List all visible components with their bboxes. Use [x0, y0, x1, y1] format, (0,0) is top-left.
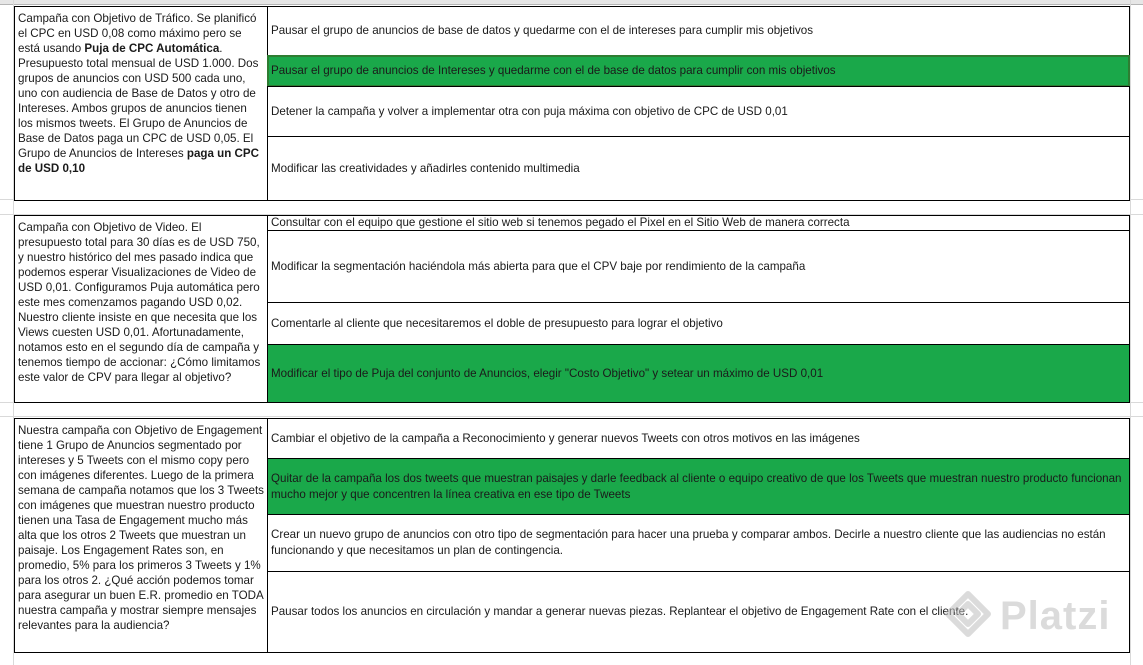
answer-option[interactable] [267, 6, 1130, 56]
answer-option[interactable] [267, 344, 1130, 403]
watermark-text: Platzi [1000, 594, 1111, 638]
platzi-watermark [944, 590, 1110, 643]
answer-option[interactable] [267, 86, 1130, 137]
answer-option-label: Crear un nuevo grupo de anuncios con otro tipo de segmentación para hacer una prueba y comparar ambos. Decirle a nuestro cliente que las audiencias no están funcionando y que necesitamos un plan de contingencia. [271, 528, 1106, 557]
answer-option-label: Cambiar el objetivo de la campaña a Reconocimiento y generar nuevos Tweets con otros motivos en las imágenes [271, 431, 860, 445]
answer-option[interactable] [267, 230, 1130, 303]
gridline-col [1130, 0, 1131, 665]
answer-option-label: Modificar las creatividades y añadirles contenido multimedia [271, 161, 580, 175]
question-text-segment: . Presupuesto total mensual de USD 1.000. Dos grupos de anuncios con USD 500 cada uno, uno con audiencia de Base de Datos y otro de Intereses. Ambos grupos de anuncios tienen los mismos tweets. El Grupo de Anuncios de Base de Datos paga un CPC de USD 0,05. El Grupo de Anuncios de Intereses [18, 42, 259, 160]
answer-option[interactable] [267, 302, 1130, 345]
answer-option-label: Pausar el grupo de anuncios de base de datos y quedarme con el de intereses para cumplir mis objetivos [271, 24, 814, 37]
answer-option[interactable] [267, 458, 1130, 515]
answer-option-label: Modificar la segmentación haciéndola más abierta para que el CPV baje por rendimiento de la campaña [271, 259, 806, 273]
answer-option[interactable] [267, 55, 1130, 87]
platzi-logo-icon [944, 590, 992, 643]
question-text-segment: Nuestra campaña con Objetivo de Engagement tiene 1 Grupo de Anuncios segmentado por intereses y 5 Tweets con el mismo copy pero con imágenes diferentes. Luego de la primera semana de campaña notamos que los 3 Tweets con imágenes que muestran nuestro producto tienen una Tasa de Engagement mucho más alta que los otros 2 Tweets que muestran un paisaje. Los Engagement Rates son, en promedio, 5% para los primeros 3 Tweets y 1% para los otros 2. ¿Qué acción podemos tomar para asegurar un buen E.R. promedio en TODA nuestra campaña y mostrar siempre mensajes relevantes para la audiencia? [18, 424, 264, 632]
gridline [0, 416, 1143, 417]
answer-option[interactable] [267, 418, 1130, 459]
question-text-bold: paga un CPC de USD 0,10 [18, 147, 260, 175]
answer-option-label: Consultar con el equipo que gestione el sitio web si tenemos pegado el Pixel en el Sitio Web de manera correcta [271, 216, 850, 229]
answer-option-label: Quitar de la campaña los dos tweets que muestran paisajes y darle feedback al cliente o equipo creativo de que los Tweets que muestran nuestro producto funcionan mucho mejor y que concentren la línea creativa en ese tipo de Tweets [271, 471, 1122, 501]
answer-option-label: Pausar todos los anuncios en circulación y mandar a generar nuevas piezas. Replantear el objetivo de Engagement Rate con el cliente. [271, 605, 969, 618]
question-text [14, 215, 267, 403]
answer-option[interactable] [267, 215, 1130, 231]
question-text [14, 6, 267, 201]
question-block-2 [14, 215, 1130, 403]
answer-option-label: Detener la campaña y volver a implementar otra con puja máxima con objetivo de CPC de USD 0,01 [271, 104, 788, 118]
answer-option[interactable] [267, 514, 1130, 572]
answer-option[interactable] [267, 136, 1130, 201]
answer-option-label: Pausar el grupo de anuncios de Intereses y quedarme con el de base de datos para cumplir con mis objetivos [271, 64, 836, 77]
column-header-strip [0, 0, 1143, 5]
question-text-bold: Puja de CPC Automática [84, 42, 220, 55]
question-text-segment: Campaña con Objetivo de Tráfico. Se planificó el CPC en USD 0,08 como máximo pero se está usando [18, 12, 257, 55]
question-text-segment: Campaña con Objetivo de Video. El presupuesto total para 30 días es de USD 750, y nuestro histórico del mes pasado indica que podemos esperar Visualizaciones de Video de USD 0,01. Configuramos Puja automática pero este mes comenzamos pagando USD 0,02. Nuestro cliente insiste en que necesita que los Views cuesten USD 0,01. Afortunadamente, notamos esto en el segundo día de campaña y tenemos tiempo de accionar: ¿Cómo limitamos este valor de CPV para llegar al objetivo? [18, 221, 261, 384]
answer-option-label: Modificar el tipo de Puja del conjunto de Anuncios, elegir "Costo Objetivo" y setear un máximo de USD 0,01 [271, 366, 824, 380]
question-block-1 [14, 6, 1130, 201]
answer-option-label: Comentarle al cliente que necesitaremos el doble de presupuesto para lograr el objetivo [271, 316, 723, 330]
question-text [14, 418, 267, 653]
